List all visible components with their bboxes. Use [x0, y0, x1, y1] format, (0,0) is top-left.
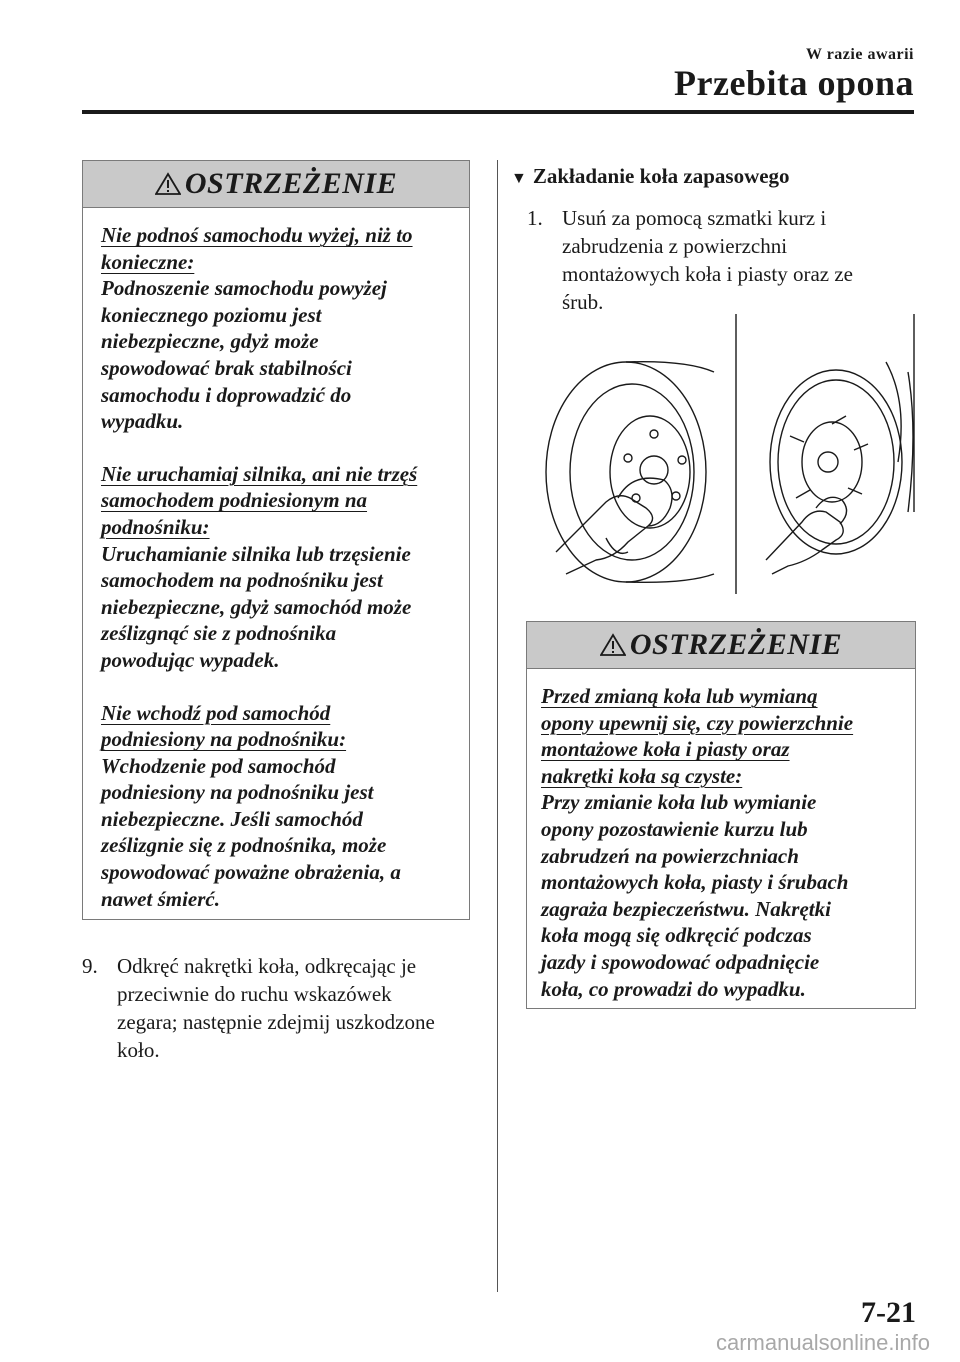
- warning-header: [83, 161, 469, 208]
- warning-text-line: Przy zmianie koła lub wymianie: [541, 790, 817, 815]
- warning-text-line: zagraża bezpieczeństwu. Nakrętki: [541, 896, 831, 921]
- step-text-line: Usuń za pomocą szmatki kurz i: [562, 206, 827, 230]
- warning-text-line: koła mogą się odkręcić podczas: [541, 923, 812, 948]
- step-number: 1.: [527, 206, 543, 230]
- watermark: carmanualsonline.info: [715, 1330, 930, 1355]
- step-text-line: zegara; następnie zdejmij uszkodzone: [117, 1010, 435, 1034]
- warning-text-line: nawet śmierć.: [101, 886, 220, 911]
- warning-text-line: koła, co prowadzi do wypadku.: [541, 976, 806, 1001]
- warning-text-line: spowodować poważne obrażenia, a: [101, 860, 401, 885]
- warning-text-line: samochodem na podnośniku jest: [101, 568, 383, 593]
- section-label: W razie awarii: [805, 46, 914, 63]
- wheel-cleaning-illustration: [536, 312, 924, 594]
- warning-block: [101, 461, 451, 674]
- warning-box-left: [82, 160, 470, 920]
- warning-heading-line: Przed zmianą koła lub wymianą: [541, 684, 818, 708]
- warning-text-line: niebezpieczne, gdyż samochód może: [101, 594, 412, 619]
- warning-text-line: ześlizgnąć sie z podnośnika: [101, 621, 337, 646]
- warning-text-line: Podnoszenie samochodu powyżej: [101, 276, 387, 301]
- warning-body-left: [83, 208, 469, 926]
- warning-text-line: Uruchamianie silnika lub trzęsienie: [101, 541, 411, 566]
- warning-text-line: koniecznego poziomu jest: [101, 302, 322, 327]
- warning-heading-line: konieczne:: [101, 249, 195, 274]
- warning-text-line: Wchodzenie pod samochód: [101, 753, 336, 778]
- warning-heading-line: podnośniku:: [101, 514, 210, 539]
- warning-heading-line: Nie podnoś samochodu wyżej, niż to: [101, 223, 413, 247]
- warning-text-line: zabrudzeń na powierzchniach: [541, 843, 799, 868]
- warning-text-line: powodując wypadek.: [101, 647, 280, 672]
- warning-block: [101, 700, 451, 913]
- warning-triangle-icon: [155, 172, 181, 196]
- warning-text-line: samochodu i doprowadzić do: [101, 382, 352, 407]
- warning-title: OSTRZEŻENIE: [629, 628, 843, 661]
- step-text-line: śrub.: [562, 290, 604, 314]
- step-number: 9.: [82, 954, 98, 978]
- warning-text-line: wypadku.: [101, 409, 184, 434]
- warning-heading-line: samochodem podniesionym na: [101, 488, 368, 513]
- warning-heading-line: podniesiony na podnośniku:: [101, 727, 347, 752]
- warning-text-line: montażowych koła, piasty i śrubach: [541, 870, 849, 895]
- step-text-line: montażowych koła i piasty oraz ze: [562, 262, 853, 286]
- column-divider: [497, 160, 498, 1292]
- step-9: [82, 952, 482, 1064]
- warning-triangle-icon: [600, 633, 626, 657]
- warning-text-line: opony pozostawienie kurzu lub: [541, 816, 808, 841]
- step-text-line: zabrudzenia z powierzchni: [562, 234, 788, 258]
- step-text-line: Odkręć nakrętki koła, odkręcając je: [117, 954, 417, 978]
- warning-heading-line: nakrętki koła są czyste:: [541, 763, 743, 788]
- header-rule: [82, 110, 914, 114]
- warning-heading-line: Nie wchodź pod samochód: [101, 700, 331, 725]
- warning-title: OSTRZEŻENIE: [184, 167, 398, 200]
- page-title: Przebita opona: [674, 63, 914, 103]
- warning-text-line: niebezpieczne. Jeśli samochód: [101, 806, 363, 831]
- page-number: 7-21: [861, 1296, 916, 1329]
- warning-header: [527, 622, 915, 669]
- warning-heading-line: opony upewnij się, czy powierzchnie: [541, 710, 854, 735]
- warning-text-line: ześlizgnie się z podnośnika, może: [101, 833, 387, 858]
- warning-block: [101, 222, 451, 435]
- step-text-line: przeciwnie do ruchu wskazówek: [117, 982, 392, 1006]
- warning-text-line: spowodować brak stabilności: [101, 355, 352, 380]
- warning-text-line: jazdy i spowodować odpadnięcie: [541, 949, 820, 974]
- warning-heading-line: montażowe koła i piasty oraz: [541, 737, 790, 762]
- step-text-line: koło.: [117, 1038, 160, 1062]
- step-1: [527, 204, 927, 316]
- triangle-bullet-icon: ▼: [511, 170, 527, 187]
- warning-text-line: podniesiony na podnośniku jest: [101, 780, 374, 805]
- warning-body-right: [527, 669, 915, 1016]
- subsection-heading: ▼ Zakładanie koła zapasowego: [511, 164, 790, 188]
- warning-box-right: [526, 621, 916, 1009]
- warning-heading-line: Nie uruchamiaj silnika, ani nie trzęś: [101, 461, 418, 486]
- warning-text-line: niebezpieczne, gdyż może: [101, 329, 319, 354]
